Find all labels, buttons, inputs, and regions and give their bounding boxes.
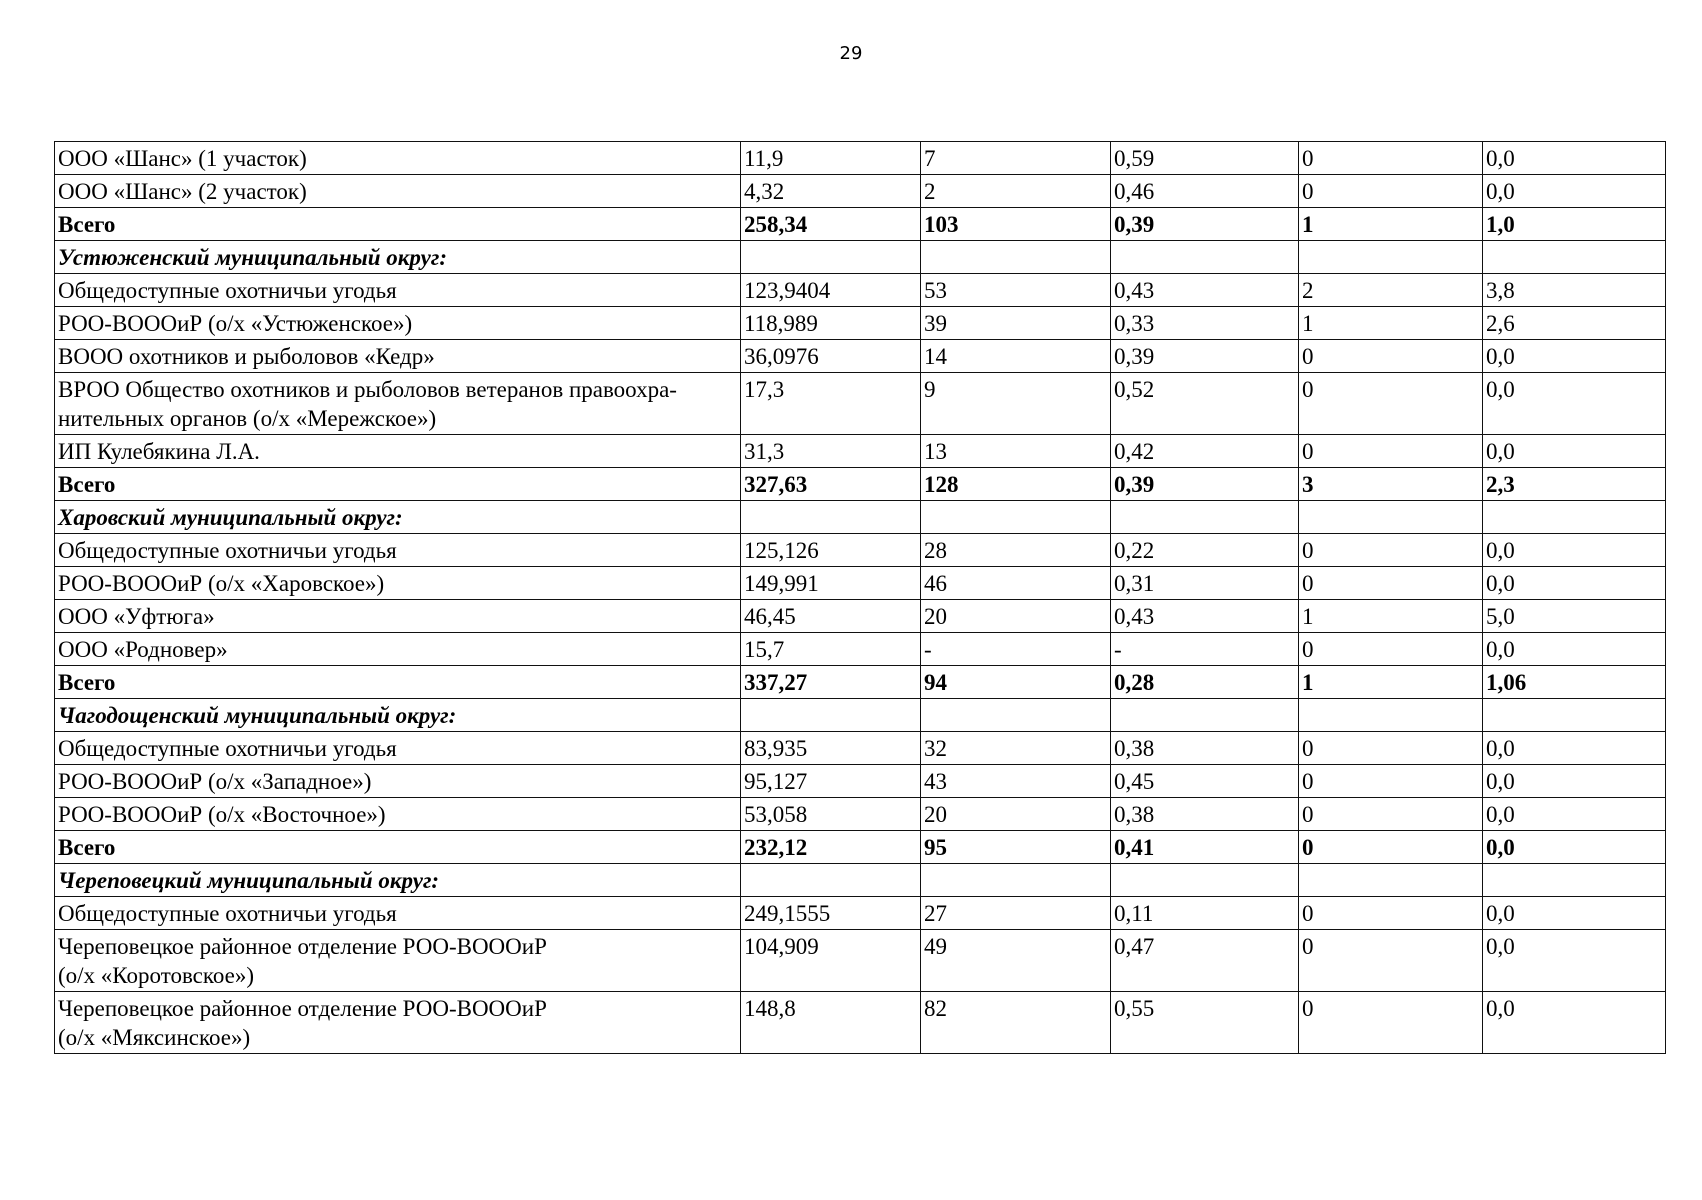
value-cell-col2: 49 <box>921 930 1111 992</box>
table-row <box>55 930 1666 992</box>
value-cell-col2: 128 <box>921 468 1111 501</box>
row-label-cell: Череповецкое районное отделение РОО-ВОООиР (о/х «Мяксинское») <box>55 992 741 1054</box>
value-cell-col2: 13 <box>921 435 1111 468</box>
table-row <box>55 992 1666 1054</box>
table-row <box>55 633 1666 666</box>
total-row <box>55 666 1666 699</box>
value-cell-col4 <box>1299 864 1483 897</box>
row-label-cell: РОО-ВОООиР (о/х «Харовское») <box>55 567 741 600</box>
value-cell-col1: 149,991 <box>741 567 921 600</box>
hunting-grounds-table <box>54 141 1666 1054</box>
value-cell-col3: 0,22 <box>1111 534 1299 567</box>
value-cell-col1: 148,8 <box>741 992 921 1054</box>
row-label-cell: РОО-ВОООиР (о/х «Восточное») <box>55 798 741 831</box>
page-number: 29 <box>839 43 863 64</box>
table-row <box>55 600 1666 633</box>
value-cell-col1: 95,127 <box>741 765 921 798</box>
value-cell-col2: 28 <box>921 534 1111 567</box>
row-label-cell: Череповецкий муниципальный округ: <box>55 864 741 897</box>
table-row <box>55 897 1666 930</box>
value-cell-col5 <box>1483 699 1666 732</box>
value-cell-col4: 0 <box>1299 567 1483 600</box>
value-cell-col3: 0,42 <box>1111 435 1299 468</box>
value-cell-col5: 0,0 <box>1483 831 1666 864</box>
value-cell-col1: 15,7 <box>741 633 921 666</box>
row-label-cell: ООО «Родновер» <box>55 633 741 666</box>
value-cell-col2: 82 <box>921 992 1111 1054</box>
value-cell-col2: 14 <box>921 340 1111 373</box>
row-label-cell: Харовский муниципальный округ: <box>55 501 741 534</box>
value-cell-col5: 2,3 <box>1483 468 1666 501</box>
table-row <box>55 175 1666 208</box>
value-cell-col4: 0 <box>1299 373 1483 435</box>
value-cell-col1: 125,126 <box>741 534 921 567</box>
value-cell-col1: 327,63 <box>741 468 921 501</box>
value-cell-col2: 7 <box>921 142 1111 175</box>
value-cell-col5: 0,0 <box>1483 633 1666 666</box>
table-row <box>55 340 1666 373</box>
row-label-cell: Общедоступные охотничьи угодья <box>55 897 741 930</box>
value-cell-col4: 0 <box>1299 142 1483 175</box>
value-cell-col5: 0,0 <box>1483 765 1666 798</box>
district-header-row <box>55 699 1666 732</box>
value-cell-col1: 118,989 <box>741 307 921 340</box>
table-row <box>55 765 1666 798</box>
value-cell-col3: 0,52 <box>1111 373 1299 435</box>
value-cell-col3: 0,45 <box>1111 765 1299 798</box>
value-cell-col1 <box>741 699 921 732</box>
value-cell-col3: 0,46 <box>1111 175 1299 208</box>
row-label-cell: ООО «Шанс» (1 участок) <box>55 142 741 175</box>
total-row <box>55 208 1666 241</box>
value-cell-col5: 0,0 <box>1483 798 1666 831</box>
table-row <box>55 274 1666 307</box>
value-cell-col5: 0,0 <box>1483 567 1666 600</box>
row-label-cell: Всего <box>55 468 741 501</box>
value-cell-col5 <box>1483 501 1666 534</box>
value-cell-col3 <box>1111 501 1299 534</box>
value-cell-col4: 0 <box>1299 765 1483 798</box>
value-cell-col5: 0,0 <box>1483 435 1666 468</box>
value-cell-col3: 0,31 <box>1111 567 1299 600</box>
value-cell-col4: 0 <box>1299 831 1483 864</box>
value-cell-col2: 53 <box>921 274 1111 307</box>
value-cell-col4 <box>1299 699 1483 732</box>
value-cell-col1: 232,12 <box>741 831 921 864</box>
value-cell-col2: 9 <box>921 373 1111 435</box>
row-label-cell: ООО «Уфтюга» <box>55 600 741 633</box>
value-cell-col3: 0,28 <box>1111 666 1299 699</box>
value-cell-col5: 0,0 <box>1483 534 1666 567</box>
value-cell-col3: 0,59 <box>1111 142 1299 175</box>
value-cell-col2 <box>921 501 1111 534</box>
value-cell-col4: 0 <box>1299 897 1483 930</box>
value-cell-col3: 0,43 <box>1111 600 1299 633</box>
value-cell-col4: 0 <box>1299 992 1483 1054</box>
row-label-cell: Общедоступные охотничьи угодья <box>55 534 741 567</box>
table-row <box>55 373 1666 435</box>
value-cell-col1: 104,909 <box>741 930 921 992</box>
value-cell-col3 <box>1111 241 1299 274</box>
value-cell-col3: 0,41 <box>1111 831 1299 864</box>
value-cell-col2: 32 <box>921 732 1111 765</box>
value-cell-col4: 0 <box>1299 435 1483 468</box>
value-cell-col4: 2 <box>1299 274 1483 307</box>
value-cell-col3: 0,38 <box>1111 732 1299 765</box>
row-label-cell: Общедоступные охотничьи угодья <box>55 732 741 765</box>
value-cell-col5: 2,6 <box>1483 307 1666 340</box>
value-cell-col5: 0,0 <box>1483 930 1666 992</box>
value-cell-col4: 1 <box>1299 208 1483 241</box>
value-cell-col5 <box>1483 864 1666 897</box>
value-cell-col3: 0,43 <box>1111 274 1299 307</box>
value-cell-col5: 0,0 <box>1483 340 1666 373</box>
row-label-cell: ВРОО Общество охотников и рыболовов ветеранов правоохра-нительных органов (о/х «Мережское») <box>55 373 741 435</box>
value-cell-col3: 0,39 <box>1111 208 1299 241</box>
value-cell-col1: 258,34 <box>741 208 921 241</box>
value-cell-col1 <box>741 241 921 274</box>
value-cell-col5: 5,0 <box>1483 600 1666 633</box>
row-label-cell: Устюженский муниципальный округ: <box>55 241 741 274</box>
value-cell-col1 <box>741 501 921 534</box>
value-cell-col2: 2 <box>921 175 1111 208</box>
value-cell-col5: 0,0 <box>1483 992 1666 1054</box>
value-cell-col4: 0 <box>1299 930 1483 992</box>
value-cell-col1: 36,0976 <box>741 340 921 373</box>
table-row <box>55 732 1666 765</box>
table-row <box>55 307 1666 340</box>
district-header-row <box>55 864 1666 897</box>
value-cell-col4: 0 <box>1299 633 1483 666</box>
value-cell-col4 <box>1299 241 1483 274</box>
value-cell-col5: 0,0 <box>1483 373 1666 435</box>
value-cell-col4: 1 <box>1299 666 1483 699</box>
value-cell-col1: 17,3 <box>741 373 921 435</box>
value-cell-col2: 27 <box>921 897 1111 930</box>
value-cell-col2: 43 <box>921 765 1111 798</box>
value-cell-col5 <box>1483 241 1666 274</box>
value-cell-col3: - <box>1111 633 1299 666</box>
value-cell-col5: 1,06 <box>1483 666 1666 699</box>
table-row <box>55 142 1666 175</box>
total-row <box>55 468 1666 501</box>
value-cell-col4: 3 <box>1299 468 1483 501</box>
row-label-cell: РОО-ВОООиР (о/х «Устюженское») <box>55 307 741 340</box>
row-label-cell: Череповецкое районное отделение РОО-ВОООиР (о/х «Коротовское») <box>55 930 741 992</box>
value-cell-col4: 1 <box>1299 307 1483 340</box>
value-cell-col3 <box>1111 699 1299 732</box>
row-label-cell: ООО «Шанс» (2 участок) <box>55 175 741 208</box>
value-cell-col4: 0 <box>1299 175 1483 208</box>
value-cell-col3: 0,38 <box>1111 798 1299 831</box>
value-cell-col3: 0,11 <box>1111 897 1299 930</box>
value-cell-col2 <box>921 241 1111 274</box>
value-cell-col4: 0 <box>1299 340 1483 373</box>
value-cell-col2: 39 <box>921 307 1111 340</box>
value-cell-col4: 0 <box>1299 732 1483 765</box>
table-row <box>55 435 1666 468</box>
value-cell-col3: 0,33 <box>1111 307 1299 340</box>
row-label-cell: Всего <box>55 831 741 864</box>
table-row <box>55 798 1666 831</box>
table-row <box>55 567 1666 600</box>
value-cell-col4: 0 <box>1299 798 1483 831</box>
value-cell-col5: 3,8 <box>1483 274 1666 307</box>
value-cell-col2: 46 <box>921 567 1111 600</box>
value-cell-col4: 1 <box>1299 600 1483 633</box>
value-cell-col4: 0 <box>1299 534 1483 567</box>
value-cell-col1: 337,27 <box>741 666 921 699</box>
district-header-row <box>55 501 1666 534</box>
value-cell-col2: 94 <box>921 666 1111 699</box>
value-cell-col1: 11,9 <box>741 142 921 175</box>
value-cell-col3: 0,39 <box>1111 468 1299 501</box>
value-cell-col3: 0,47 <box>1111 930 1299 992</box>
value-cell-col2: 20 <box>921 798 1111 831</box>
district-header-row <box>55 241 1666 274</box>
value-cell-col2: 20 <box>921 600 1111 633</box>
value-cell-col1: 83,935 <box>741 732 921 765</box>
table-body <box>55 142 1666 1054</box>
value-cell-col1: 249,1555 <box>741 897 921 930</box>
value-cell-col5: 0,0 <box>1483 897 1666 930</box>
value-cell-col5: 0,0 <box>1483 142 1666 175</box>
value-cell-col5: 1,0 <box>1483 208 1666 241</box>
value-cell-col3: 0,39 <box>1111 340 1299 373</box>
value-cell-col2: 95 <box>921 831 1111 864</box>
value-cell-col2: 103 <box>921 208 1111 241</box>
value-cell-col1: 4,32 <box>741 175 921 208</box>
row-label-cell: РОО-ВОООиР (о/х «Западное») <box>55 765 741 798</box>
value-cell-col5: 0,0 <box>1483 175 1666 208</box>
row-label-cell: Чагодощенский муниципальный округ: <box>55 699 741 732</box>
value-cell-col3 <box>1111 864 1299 897</box>
value-cell-col1: 53,058 <box>741 798 921 831</box>
value-cell-col1 <box>741 864 921 897</box>
row-label-cell: Всего <box>55 666 741 699</box>
row-label-cell: Общедоступные охотничьи угодья <box>55 274 741 307</box>
row-label-cell: ИП Кулебякина Л.А. <box>55 435 741 468</box>
value-cell-col2 <box>921 864 1111 897</box>
value-cell-col5: 0,0 <box>1483 732 1666 765</box>
table-row <box>55 534 1666 567</box>
row-label-cell: Всего <box>55 208 741 241</box>
value-cell-col3: 0,55 <box>1111 992 1299 1054</box>
value-cell-col2: - <box>921 633 1111 666</box>
value-cell-col4 <box>1299 501 1483 534</box>
value-cell-col1: 46,45 <box>741 600 921 633</box>
value-cell-col2 <box>921 699 1111 732</box>
value-cell-col1: 31,3 <box>741 435 921 468</box>
row-label-cell: ВООО охотников и рыболовов «Кедр» <box>55 340 741 373</box>
total-row <box>55 831 1666 864</box>
value-cell-col1: 123,9404 <box>741 274 921 307</box>
